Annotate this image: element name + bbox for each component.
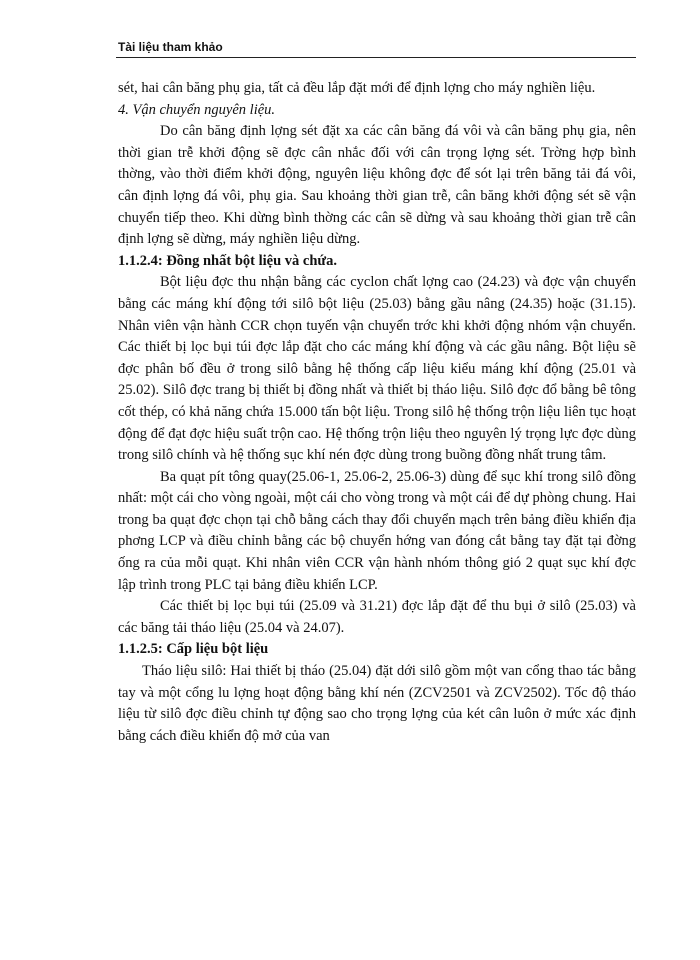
paragraph: Ba quạt pít tông quay(25.06-1, 25.06-2, 25.06-3) dùng để sục khí trong silô đồng nhất: một cái cho vòng ngoài, một cái cho vòng trong và một cái để dự phòng chung. Hai trong ba quạt đợc chọn tại chỗ bằng cách thay đổi chuyển mạch trên bảng điều khiển địa phơng LCP và điều chỉnh bằng các bộ chuyển hớng van đóng cắt bằng tay đặt tại đờng ống ra của mỗi quạt. Khi nhân viên CCR vận hành nhóm thông gió 2 quạt sục khí đợc lập trình trong PLC tại bảng điều khiển LCP.: [118, 468, 636, 593]
page-header: Tài liệu tham khảo: [118, 40, 223, 54]
section-heading: 1.1.2.5: Cấp liệu bột liệu: [118, 641, 269, 658]
paragraph-continuation: sét, hai cân băng phụ gia, tất cả đều lắp đặt mới để định lợng cho máy nghiền liệu.: [118, 80, 596, 96]
paragraph: Tháo liệu silô: Hai thiết bị tháo (25.04) đặt dới silô gồm một van cổng thao tác bằng tay và một cổng lu lợng hoạt động bằng khí nén (ZCV2501 và ZCV2502). Tốc độ tháo liệu từ silô đợc điều chỉnh tự động sao cho trọng lợng của két cân luôn ở mức xác định bằng cách điều khiển độ mở của van: [118, 663, 636, 744]
paragraph: Bột liệu đợc thu nhận bằng các cyclon chất lợng cao (24.23) và đợc vận chuyển bằng các máng khí động tới silô bột liệu (25.03) bằng gầu nâng (24.35) hoặc (31.15). Nhân viên vận hành CCR chọn tuyến vận chuyển trớc khi khởi động nhóm vận chuyển. Các thiết bị lọc bụi túi đợc lắp đặt cho các máng khí động và các gầu nâng. Bột liệu sẽ đợc phân bố đều ở trong silô bằng hệ thống cấp liệu kiểu máng khí động (25.01 và 25.02). Silô đợc trang bị thiết bị đồng nhất và thiết bị tháo liệu. Silô đợc đổ bằng bê tông cốt thép, có khả năng chứa 15.000 tấn bột liệu. Trong silô hệ thống trộn liệu liên tục hoạt động để đạt đợc hiệu suất trộn cao. Hệ thống trộn liệu theo nguyên lý trọng lực đợc dùng trong silô chính và hệ thống sục khí nén đợc dùng trong buồng đồng nhất trung tâm.: [118, 274, 636, 464]
document-body: [118, 78, 636, 747]
section-heading: 1.1.2.4: Đồng nhất bột liệu và chứa.: [118, 252, 337, 269]
section-subheading: 4. Vận chuyển nguyên liệu.: [118, 101, 276, 118]
paragraph: Các thiết bị lọc bụi túi (25.09 và 31.21) đợc lắp đặt để thu bụi ở silô (25.03) và các băng tải tháo liệu (25.04 và 24.07).: [118, 598, 636, 636]
paragraph: Do cân băng định lợng sét đặt xa các cân băng đá vôi và cân băng phụ gia, nên thời gian trễ khởi động sẽ đợc cân nhắc đối với cân trọng lợng sét. Trờng hợp bình thờng, vào thời điểm khởi động, nguyên liệu không đợc để sót lại trên băng tải đá vôi, cân định lợng đá vôi, phụ gia. Sau khoảng thời gian trễ, cân băng khởi động sét sẽ vận chuyển tiếp theo. Khi dừng bình thờng các cân sẽ dừng và sau khoảng thời gian trễ cân định lợng sẽ dừng, máy nghiền liệu dừng.: [118, 123, 636, 248]
header-rule: [116, 57, 636, 58]
